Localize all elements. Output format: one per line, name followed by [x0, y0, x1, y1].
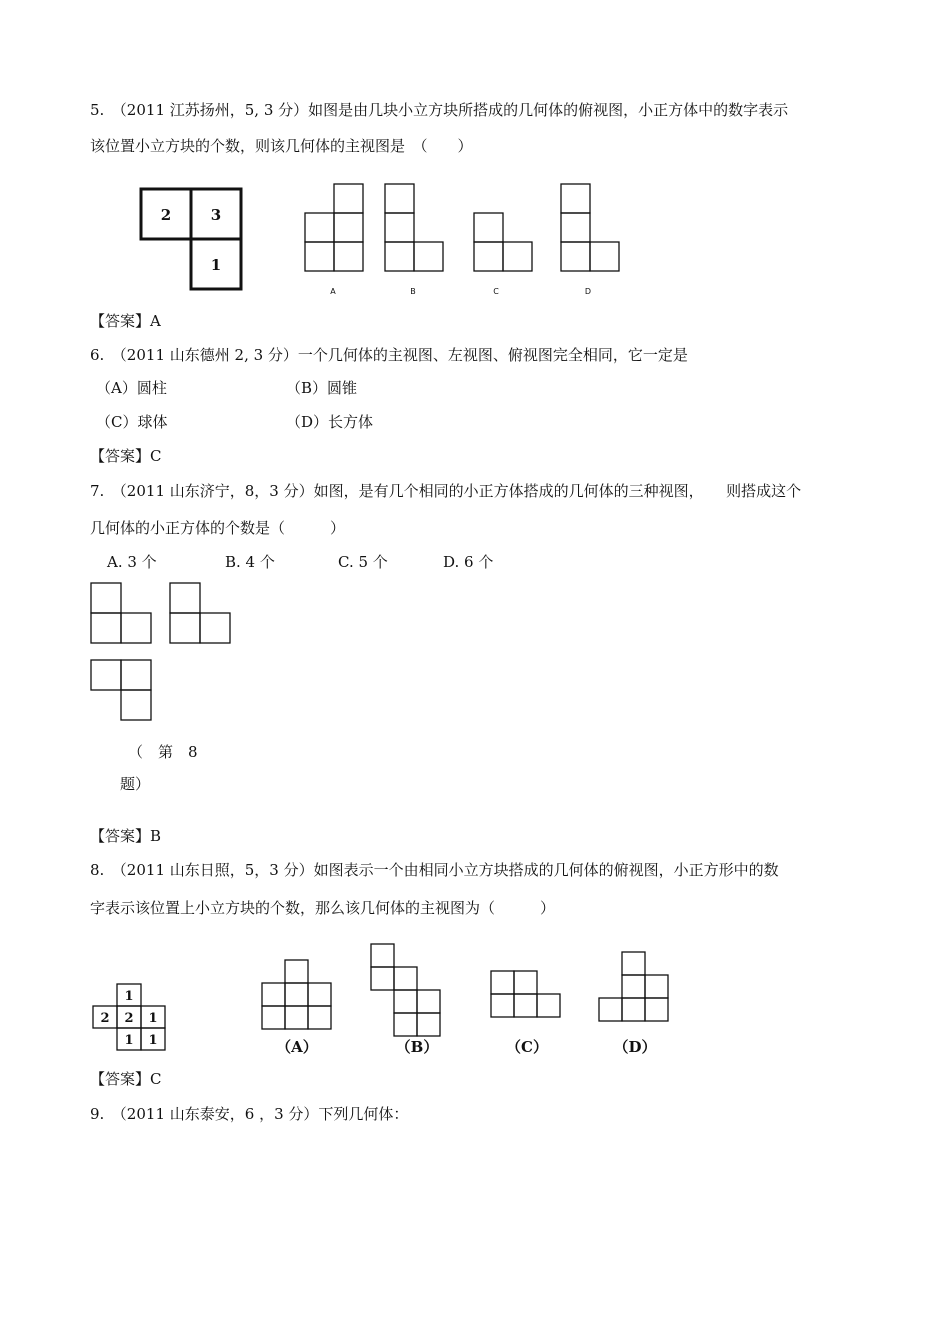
q8-grid-number: 1 [148, 1011, 158, 1026]
q5-option-figures [300, 180, 630, 300]
q8-option-label: （A） [276, 1038, 318, 1056]
q5-line1: 5. （2011 江苏扬州，5, 3 分）如图是由几块小立方块所搭成的几何体的俯视图，小正方体中的数字表示 [90, 101, 789, 119]
q5-grid-number: 1 [210, 256, 222, 274]
q7-three-views-figure [88, 580, 238, 725]
q5-line2: 该位置小立方块的个数，则该几何体的主视图是 （ ） [90, 137, 473, 155]
q7-figure-caption: （ 第 8 [128, 743, 198, 761]
q8-grid-number: 2 [124, 1011, 134, 1026]
q5-option-label: A [330, 287, 336, 296]
q7-option-d: D. 6 个 [443, 553, 494, 571]
q6-answer: 【答案】C [90, 447, 162, 465]
q7-answer: 【答案】B [90, 827, 162, 845]
q6-option-d: （D）长方体 [286, 413, 374, 431]
q8-answer: 【答案】C [90, 1070, 162, 1088]
q8-option-label: （C） [506, 1038, 548, 1056]
q8-grid-number: 2 [100, 1011, 110, 1026]
q7-option-b: B. 4 个 [225, 553, 275, 571]
q8-top-view-figure [92, 982, 172, 1056]
q8-option-label: （D） [613, 1038, 657, 1056]
q7-option-c: C. 5 个 [338, 553, 388, 571]
q8-grid-number: 1 [124, 989, 134, 1004]
q6-option-c: （C）球体 [96, 413, 168, 431]
q9-stem: 9. （2011 山东泰安，6 ，3 分）下列几何体： [90, 1105, 409, 1123]
q5-option-label: B [410, 287, 416, 296]
q5-option-label: D [584, 287, 592, 296]
q7-line1: 7. （2011 山东济宁，8，3 分）如图，是有几个相同的小正方体搭成的几何体的三种视图， 则搭成这个 [90, 482, 802, 500]
q5-answer: 【答案】A [90, 312, 161, 330]
q5-option-label: C [493, 287, 499, 296]
q8-line2: 字表示该位置上小立方块的个数，那么该几何体的主视图为（ ） [90, 899, 556, 917]
q7-figure-caption: 题） [120, 775, 151, 793]
q5-top-view-figure [138, 186, 248, 294]
q8-grid-number: 1 [148, 1033, 158, 1048]
q8-line1: 8. （2011 山东日照，5，3 分）如图表示一个由相同小立方块搭成的几何体的俯视图，小正方形中的数 [90, 861, 779, 879]
q8-grid-number: 1 [124, 1033, 134, 1048]
q6-stem: 6. （2011 山东德州 2, 3 分）一个几何体的主视图、左视图、俯视图完全相同，它一定是 [90, 346, 688, 364]
q6-option-a: （A）圆柱 [96, 379, 167, 397]
q6-option-b: （B）圆锥 [286, 379, 358, 397]
q8-option-figures [255, 940, 685, 1065]
q5-grid-number: 2 [160, 206, 172, 224]
q7-line2: 几何体的小正方体的个数是（ ） [90, 519, 346, 537]
q8-option-label: （B） [395, 1038, 439, 1056]
q7-option-a: A. 3 个 [107, 553, 157, 571]
q5-grid-number: 3 [210, 206, 222, 224]
